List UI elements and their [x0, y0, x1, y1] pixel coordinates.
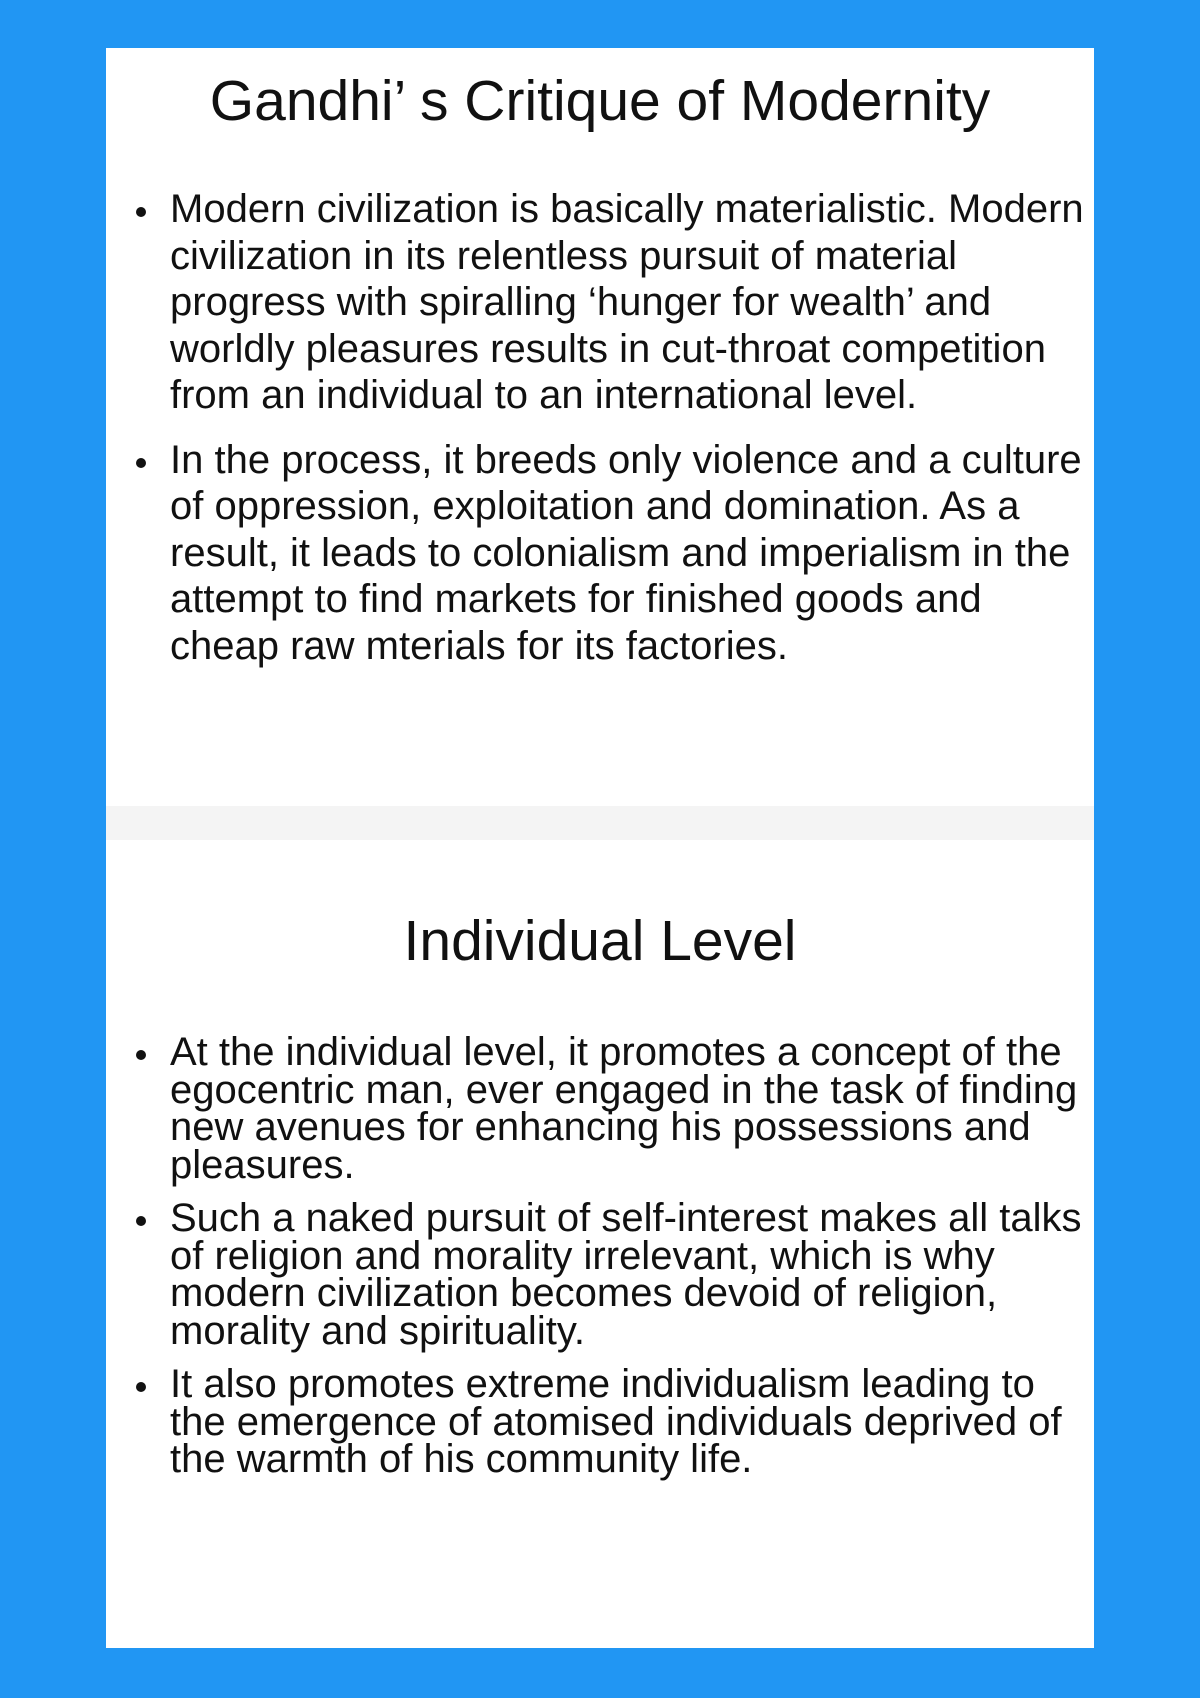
bullet-text: Such a naked pursuit of self-interest makes all talks of religion and morality irrelevant, which is why modern civilization becomes devoid of religion, morality and spirituality. — [170, 1196, 1082, 1353]
slide-divider — [106, 806, 1094, 840]
bullet-icon — [136, 1382, 146, 1392]
slide-critique-of-modernity — [106, 48, 1094, 806]
bullet-icon — [136, 207, 146, 217]
bullet-item — [134, 186, 1086, 419]
bullet-item — [134, 1196, 1086, 1353]
bullet-item — [134, 437, 1086, 670]
bullet-item — [134, 1030, 1086, 1187]
bullet-icon — [136, 458, 146, 468]
bullet-item — [134, 1362, 1086, 1481]
slide-title: Individual Level — [403, 909, 797, 973]
slide-title: Gandhi’ s Critique of Modernity — [209, 69, 991, 133]
bullet-list — [134, 1030, 1086, 1495]
slide-individual-level — [106, 840, 1094, 1648]
bullet-text: It also promotes extreme individualism leading to the emergence of atomised individuals deprived of the warmth of his community life. — [170, 1362, 1062, 1481]
bullet-text: In the process, it breeds only violence and a culture of oppression, exploitation and domination. As a result, it leads to colonialism and imperialism in the attempt to find markets for finished goods and cheap raw mterials for its factories. — [170, 437, 1082, 668]
bullet-text: At the individual level, it promotes a concept of the egocentric man, ever engaged in the task of finding new avenues for enhancing his possessions and pleasures. — [170, 1030, 1078, 1187]
bullet-icon — [136, 1050, 146, 1060]
bullet-list — [134, 186, 1086, 687]
bullet-text: Modern civilization is basically materialistic. Modern civilization in its relentless pursuit of material progress with spiralling ‘hunger for wealth’ and worldly pleasures results in cut-throat competition from an individual to an international level. — [170, 187, 1084, 417]
bullet-icon — [136, 1216, 146, 1226]
